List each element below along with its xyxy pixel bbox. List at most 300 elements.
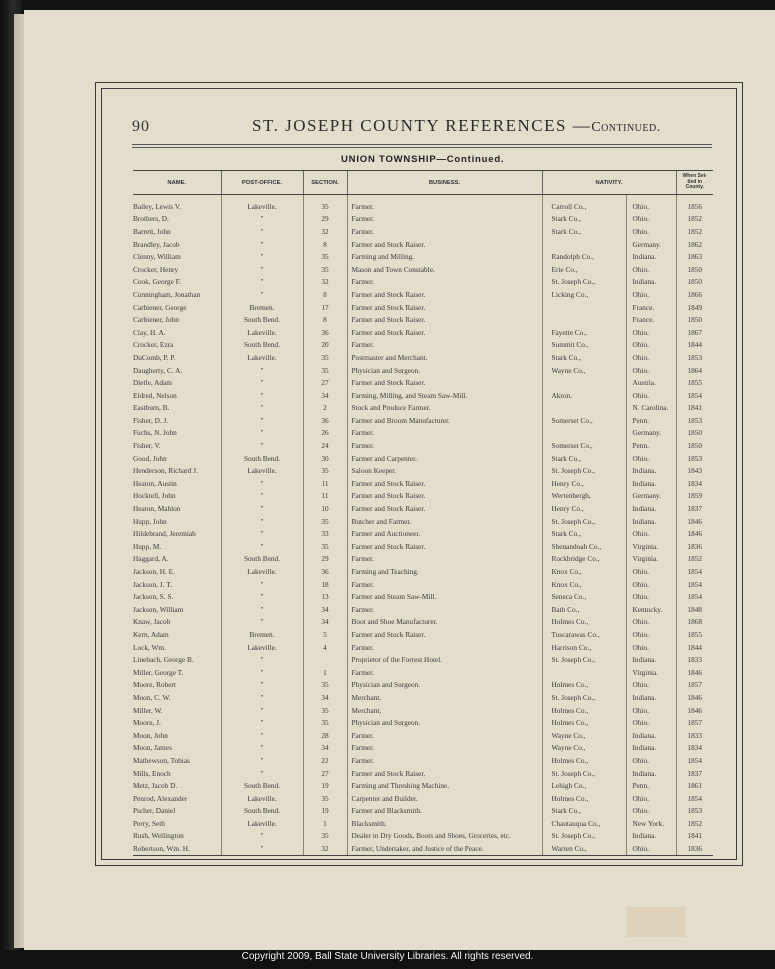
cell-business: Boot and Shoe Manufacturer. <box>347 616 542 629</box>
cell-business: Farmer and Auctioneer. <box>347 527 542 540</box>
cell-nativity-state: France. <box>626 301 676 314</box>
cell-nativity-state: N. Carolina. <box>626 402 676 415</box>
table-row <box>133 653 713 666</box>
cell-nativity-state: Ohio. <box>626 527 676 540</box>
cell-business: Dealer in Dry Goods, Boots and Shoes, Groceries, etc. <box>347 830 542 843</box>
cell-section: 20 <box>303 339 347 352</box>
cell-nativity-state: Virginia. <box>626 540 676 553</box>
cell-settled-year: 1850 <box>676 427 713 440</box>
table-row <box>133 351 713 364</box>
cell-nativity-state: Indiana. <box>626 515 676 528</box>
table-row <box>133 527 713 540</box>
cell-post-office: " <box>221 288 303 301</box>
cell-post-office: " <box>221 742 303 755</box>
cell-section: 19 <box>303 805 347 818</box>
cell-post-office: South Bend. <box>221 805 303 818</box>
table-row <box>133 540 713 553</box>
table-row <box>133 603 713 616</box>
cell-name: Brothers, D. <box>133 214 169 224</box>
cell-business: Proprietor of the Forrest Hotel. <box>347 653 542 666</box>
cell-business: Farmer and Stock Raiser. <box>347 288 542 301</box>
cell-business: Butcher and Farmer. <box>347 515 542 528</box>
cell-post-office: " <box>221 364 303 377</box>
table-row <box>133 389 713 402</box>
cell-nativity-place: St. Joseph Co., <box>542 515 626 528</box>
cell-nativity-state: Indiana. <box>626 830 676 843</box>
cell-post-office: " <box>221 767 303 780</box>
cell-name: Linebach, George B. <box>133 655 194 665</box>
cell-nativity-place: Akron. <box>542 389 626 402</box>
cell-section: 8 <box>303 288 347 301</box>
table-row <box>133 195 713 213</box>
cell-name: Barrett, John <box>133 226 171 236</box>
cell-business: Farmer and Blacksmith. <box>347 805 542 818</box>
cell-business: Farmer and Stock Raiser. <box>347 313 542 326</box>
cell-nativity-state: Ohio. <box>626 565 676 578</box>
cell-nativity-place <box>542 376 626 389</box>
cell-section: 8 <box>303 313 347 326</box>
cell-business: Merchant. <box>347 704 542 717</box>
cell-settled-year: 1854 <box>676 565 713 578</box>
cell-name: Good, John <box>133 453 167 463</box>
table-row <box>133 414 713 427</box>
cell-section: 4 <box>303 641 347 654</box>
cell-nativity-state: Indiana. <box>626 502 676 515</box>
cell-name: Dietle, Adam <box>133 378 172 388</box>
cell-post-office: " <box>221 754 303 767</box>
title-rule <box>132 144 712 145</box>
cell-nativity-state: Ohio. <box>626 679 676 692</box>
table-row <box>133 691 713 704</box>
cell-nativity-state: Austria. <box>626 376 676 389</box>
cell-section: 18 <box>303 578 347 591</box>
cell-settled-year: 1849 <box>676 301 713 314</box>
cell-name: Moon, James <box>133 743 172 753</box>
cell-section: 11 <box>303 477 347 490</box>
table-row <box>133 628 713 641</box>
cell-business: Farmer. <box>347 754 542 767</box>
cell-nativity-state: Ohio. <box>626 195 676 213</box>
cell-nativity-state: Ohio. <box>626 288 676 301</box>
title-dash: — <box>572 116 592 135</box>
cell-section: 1 <box>303 817 347 830</box>
cell-name: Hocktell, John <box>133 491 176 501</box>
cell-settled-year: 1864 <box>676 364 713 377</box>
cell-nativity-state: Kentucky. <box>626 603 676 616</box>
cell-section: 24 <box>303 439 347 452</box>
cell-name: Jackson, S. S. <box>133 592 174 602</box>
cell-name: Cook, George F. <box>133 277 181 287</box>
cell-section <box>303 653 347 666</box>
cell-nativity-place: Carroll Co., <box>542 195 626 213</box>
cell-section: 32 <box>303 842 347 855</box>
cell-post-office: " <box>221 842 303 855</box>
cell-business: Farmer and Broom Manufacturer. <box>347 414 542 427</box>
cell-section: 27 <box>303 767 347 780</box>
cell-nativity-place: Chautauqua Co., <box>542 817 626 830</box>
cell-nativity-state: Ohio. <box>626 792 676 805</box>
cell-business: Farmer. <box>347 439 542 452</box>
cell-nativity-place: Licking Co., <box>542 288 626 301</box>
cell-settled-year: 1848 <box>676 603 713 616</box>
cell-name: Robertson, Wm. H. <box>133 842 221 855</box>
cell-nativity-place <box>542 313 626 326</box>
cell-name: Heaton, Austin <box>133 478 177 488</box>
cell-post-office: " <box>221 250 303 263</box>
cell-section: 35 <box>303 464 347 477</box>
cell-post-office: " <box>221 590 303 603</box>
cell-nativity-state: Penn. <box>626 414 676 427</box>
cell-name: Mills, Enoch <box>133 768 171 778</box>
cell-name: Kern, Adam <box>133 629 169 639</box>
cell-nativity-state: Ohio. <box>626 754 676 767</box>
cell-business: Farmer and Stock Raiser. <box>347 490 542 503</box>
cell-business: Farmer and Stock Raiser. <box>347 767 542 780</box>
table-header-row <box>133 171 713 195</box>
cell-nativity-place: Henry Co., <box>542 502 626 515</box>
table-row <box>133 616 713 629</box>
title-rule-second <box>132 147 712 148</box>
cell-nativity-place: Shenandoah Co., <box>542 540 626 553</box>
table-row <box>133 464 713 477</box>
cell-post-office: " <box>221 679 303 692</box>
table-row <box>133 553 713 566</box>
cell-business: Farmer. <box>347 666 542 679</box>
cell-settled-year: 1852 <box>676 213 713 226</box>
cell-section: 35 <box>303 540 347 553</box>
cell-name: Eldred, Nelson <box>133 390 177 400</box>
cell-section: 13 <box>303 590 347 603</box>
cell-name: Clay, H. A. <box>133 327 166 337</box>
cell-section: 27 <box>303 376 347 389</box>
cell-section: 35 <box>303 195 347 213</box>
cell-post-office: South Bend. <box>221 553 303 566</box>
cell-name: Rush, Wellington <box>133 831 184 841</box>
cell-name: Lock, Wm. <box>133 642 166 652</box>
cell-settled-year: 1853 <box>676 452 713 465</box>
cell-nativity-state: Indiana. <box>626 276 676 289</box>
cell-name: DuComb, P. P. <box>133 352 176 362</box>
cell-nativity-place <box>542 301 626 314</box>
col-header-nativity: NATIVITY. <box>542 171 676 195</box>
cell-nativity-state: Germany. <box>626 490 676 503</box>
cell-nativity-state: Ohio. <box>626 641 676 654</box>
cell-nativity-place: Stark Co., <box>542 213 626 226</box>
table-row <box>133 792 713 805</box>
cell-business: Farmer. <box>347 427 542 440</box>
cell-nativity-state: Indiana. <box>626 653 676 666</box>
table-row <box>133 817 713 830</box>
cell-nativity-place: Stark Co., <box>542 225 626 238</box>
cell-settled-year: 1854 <box>676 590 713 603</box>
cell-name: Moore, Robert <box>133 680 176 690</box>
cell-section: 22 <box>303 754 347 767</box>
cell-business: Physician and Surgeon. <box>347 364 542 377</box>
cell-section: 2 <box>303 402 347 415</box>
cell-nativity-state: Ohio. <box>626 263 676 276</box>
cell-post-office: " <box>221 225 303 238</box>
cell-nativity-state: Indiana. <box>626 729 676 742</box>
cell-nativity-state: Virginia. <box>626 666 676 679</box>
cell-settled-year: 1844 <box>676 339 713 352</box>
cell-post-office: " <box>221 439 303 452</box>
cell-nativity-state: Indiana. <box>626 477 676 490</box>
references-table <box>133 170 713 856</box>
cell-section: 32 <box>303 225 347 238</box>
table-row <box>133 439 713 452</box>
cell-section: 30 <box>303 452 347 465</box>
cell-nativity-place: Bath Co., <box>542 603 626 616</box>
cell-business: Carpenter and Builder. <box>347 792 542 805</box>
cell-nativity-state: France. <box>626 313 676 326</box>
cell-nativity-place <box>542 427 626 440</box>
cell-nativity-place: Holmes Co., <box>542 754 626 767</box>
cell-settled-year: 1868 <box>676 616 713 629</box>
cell-business: Farmer and Stock Raiser. <box>347 238 542 251</box>
cell-settled-year: 1844 <box>676 641 713 654</box>
cell-nativity-state: Ohio. <box>626 351 676 364</box>
cell-nativity-place: Stark Co., <box>542 527 626 540</box>
table-row <box>133 565 713 578</box>
cell-business: Farming, Milling, and Steam Saw-Mill. <box>347 389 542 402</box>
cell-post-office: Lakeville. <box>221 792 303 805</box>
cell-name: Fuchs, N. John <box>133 428 177 438</box>
cell-business: Farmer and Carpenter. <box>347 452 542 465</box>
cell-business: Farmer. <box>347 578 542 591</box>
table-row <box>133 641 713 654</box>
cell-nativity-state: Ohio. <box>626 364 676 377</box>
cell-nativity-place: Holmes Co., <box>542 616 626 629</box>
table-row <box>133 376 713 389</box>
cell-business: Postmaster and Merchant. <box>347 351 542 364</box>
cell-business: Blacksmith. <box>347 817 542 830</box>
cell-nativity-place: St. Joseph Co., <box>542 276 626 289</box>
cell-settled-year: 1850 <box>676 263 713 276</box>
cell-settled-year: 1834 <box>676 742 713 755</box>
cell-section: 34 <box>303 389 347 402</box>
cell-section: 33 <box>303 527 347 540</box>
table-row <box>133 263 713 276</box>
table-row <box>133 767 713 780</box>
cell-post-office: " <box>221 830 303 843</box>
cell-name: Brandley, Jacob <box>133 239 180 249</box>
cell-post-office: " <box>221 477 303 490</box>
cell-nativity-state: Ohio. <box>626 452 676 465</box>
cell-business: Saloon Keeper. <box>347 464 542 477</box>
cell-business: Farmer. <box>347 742 542 755</box>
settled-line-1: When Set- <box>682 173 707 180</box>
cell-business: Farmer. <box>347 641 542 654</box>
page-number: 90 <box>132 118 150 135</box>
table-body <box>133 195 713 856</box>
cell-post-office: " <box>221 540 303 553</box>
cell-post-office: " <box>221 515 303 528</box>
cell-nativity-state: Indiana. <box>626 464 676 477</box>
cell-post-office: " <box>221 603 303 616</box>
cell-nativity-state: Indiana. <box>626 742 676 755</box>
cell-post-office: South Bend. <box>221 779 303 792</box>
table-row <box>133 213 713 226</box>
cell-settled-year: 1833 <box>676 729 713 742</box>
cell-nativity-state: Ohio. <box>626 704 676 717</box>
cell-business: Physician and Surgeon. <box>347 679 542 692</box>
cell-business: Farmer. <box>347 553 542 566</box>
cell-business: Farmer. <box>347 213 542 226</box>
cell-settled-year: 1867 <box>676 326 713 339</box>
cell-settled-year: 1857 <box>676 679 713 692</box>
cell-section: 29 <box>303 213 347 226</box>
cell-nativity-state: Virginia. <box>626 553 676 566</box>
col-header-settled <box>676 171 713 195</box>
cell-section: 10 <box>303 502 347 515</box>
cell-name: Carbiener, John <box>133 315 179 325</box>
cell-nativity-place: Wayne Co., <box>542 364 626 377</box>
cell-section: 34 <box>303 742 347 755</box>
table-row <box>133 339 713 352</box>
cell-section: 35 <box>303 716 347 729</box>
cell-name: Eastburn, B. <box>133 403 170 413</box>
cell-settled-year: 1836 <box>676 842 713 855</box>
cell-post-office: Lakeville. <box>221 326 303 339</box>
table-row <box>133 452 713 465</box>
col-header-name: NAME. <box>133 171 221 195</box>
table-row <box>133 427 713 440</box>
page-title <box>252 116 661 136</box>
cell-nativity-place: Holmes Co., <box>542 679 626 692</box>
cell-settled-year: 1853 <box>676 414 713 427</box>
cell-post-office: " <box>221 427 303 440</box>
cell-nativity-state: Indiana. <box>626 250 676 263</box>
cell-name: Jackson, J. T. <box>133 579 172 589</box>
cell-settled-year: 1854 <box>676 792 713 805</box>
cell-business: Mason and Town Constable. <box>347 263 542 276</box>
cell-name: Haggard, A. <box>133 554 169 564</box>
cell-nativity-place: Randolph Co., <box>542 250 626 263</box>
cell-post-office: " <box>221 691 303 704</box>
cell-business: Farmer and Stock Raiser. <box>347 502 542 515</box>
cell-section: 19 <box>303 779 347 792</box>
table-row <box>133 490 713 503</box>
cell-post-office: " <box>221 414 303 427</box>
cell-nativity-place: Tuscarawas Co., <box>542 628 626 641</box>
cell-section: 34 <box>303 691 347 704</box>
cell-post-office: South Bend. <box>221 452 303 465</box>
cell-name: Crocker, Henry <box>133 264 179 274</box>
cell-settled-year: 1855 <box>676 376 713 389</box>
cell-name: Cunningham, Jonathan <box>133 289 201 299</box>
cell-settled-year: 1852 <box>676 553 713 566</box>
cell-name: Fisher, D. J. <box>133 415 169 425</box>
table-row <box>133 805 713 818</box>
cell-name: Henderson, Richard J. <box>133 466 198 476</box>
table-row <box>133 779 713 792</box>
cell-nativity-place: Wertenbergh, <box>542 490 626 503</box>
cell-name: Hildebrand, Jeremiah <box>133 529 196 539</box>
cell-settled-year: 1861 <box>676 779 713 792</box>
cell-settled-year: 1862 <box>676 238 713 251</box>
cell-business: Farmer. <box>347 276 542 289</box>
cell-post-office: Bremen. <box>221 628 303 641</box>
cell-nativity-place: Holmes Co., <box>542 716 626 729</box>
cell-business: Farmer and Stock Raiser. <box>347 376 542 389</box>
cell-section: 35 <box>303 704 347 717</box>
table-row <box>133 250 713 263</box>
cell-name: Daugherty, C. A. <box>133 365 183 375</box>
cell-name: Pscher, Daniel <box>133 806 176 816</box>
cell-nativity-place <box>542 666 626 679</box>
table-row <box>133 288 713 301</box>
cell-post-office: South Bend. <box>221 339 303 352</box>
col-header-post-office: POST-OFFICE. <box>221 171 303 195</box>
cell-section: 36 <box>303 414 347 427</box>
cell-business: Farmer. <box>347 729 542 742</box>
cell-business: Farmer and Stock Raiser. <box>347 540 542 553</box>
cell-nativity-place <box>542 402 626 415</box>
cell-nativity-state: Ohio. <box>626 225 676 238</box>
cell-post-office: Lakeville. <box>221 817 303 830</box>
cell-section: 35 <box>303 250 347 263</box>
cell-nativity-state: Ohio. <box>626 590 676 603</box>
cell-post-office: Lakeville. <box>221 195 303 213</box>
cell-nativity-state: Ohio. <box>626 578 676 591</box>
cell-settled-year: 1833 <box>676 653 713 666</box>
cell-nativity-state: Ohio. <box>626 616 676 629</box>
cell-settled-year: 1854 <box>676 389 713 402</box>
cell-section: 35 <box>303 515 347 528</box>
cell-name: Carbiener, George <box>133 302 187 312</box>
cell-nativity-state: Germany. <box>626 427 676 440</box>
cell-name: Miller, George T. <box>133 667 184 677</box>
cell-settled-year: 1855 <box>676 628 713 641</box>
cell-settled-year: 1850 <box>676 439 713 452</box>
cell-business: Physician and Surgeon. <box>347 716 542 729</box>
cell-nativity-state: Indiana. <box>626 691 676 704</box>
cell-name: Jackson, H. E. <box>133 567 175 577</box>
cell-post-office: " <box>221 502 303 515</box>
cell-name: Bailey, Lewis V. <box>133 201 181 211</box>
table-row <box>133 716 713 729</box>
cell-settled-year: 1837 <box>676 502 713 515</box>
cell-nativity-place: Rockbridge Co., <box>542 553 626 566</box>
cell-name: Perry, Seth <box>133 818 165 828</box>
cell-business: Farmer. <box>347 603 542 616</box>
cell-nativity-state: Ohio. <box>626 213 676 226</box>
table-row <box>133 842 713 855</box>
cell-name: Fisher, V. <box>133 441 161 451</box>
cell-name: Moon, John <box>133 730 168 740</box>
title-continued: Continued. <box>591 120 661 135</box>
cell-nativity-place: Stark Co., <box>542 452 626 465</box>
cell-name: Hupp, John <box>133 516 167 526</box>
cell-post-office: " <box>221 213 303 226</box>
settled-line-2: tled in <box>687 178 703 185</box>
cell-settled-year: 1846 <box>676 666 713 679</box>
table-row <box>133 276 713 289</box>
cell-business: Farmer and Stock Raiser. <box>347 477 542 490</box>
cell-post-office: " <box>221 704 303 717</box>
cell-name: Knaw, Jacob <box>133 617 171 627</box>
cell-post-office: Lakeville. <box>221 565 303 578</box>
cell-settled-year: 1857 <box>676 716 713 729</box>
cell-post-office: Lakeville. <box>221 641 303 654</box>
cell-settled-year: 1854 <box>676 578 713 591</box>
section-subtitle: UNION TOWNSHIP—Continued. <box>341 154 505 165</box>
cell-name: Moon, C. W. <box>133 692 171 702</box>
cell-nativity-place: Warren Co., <box>542 842 626 855</box>
cell-post-office: " <box>221 729 303 742</box>
cell-section: 36 <box>303 565 347 578</box>
title-main: ST. JOSEPH COUNTY REFERENCES <box>252 116 567 135</box>
